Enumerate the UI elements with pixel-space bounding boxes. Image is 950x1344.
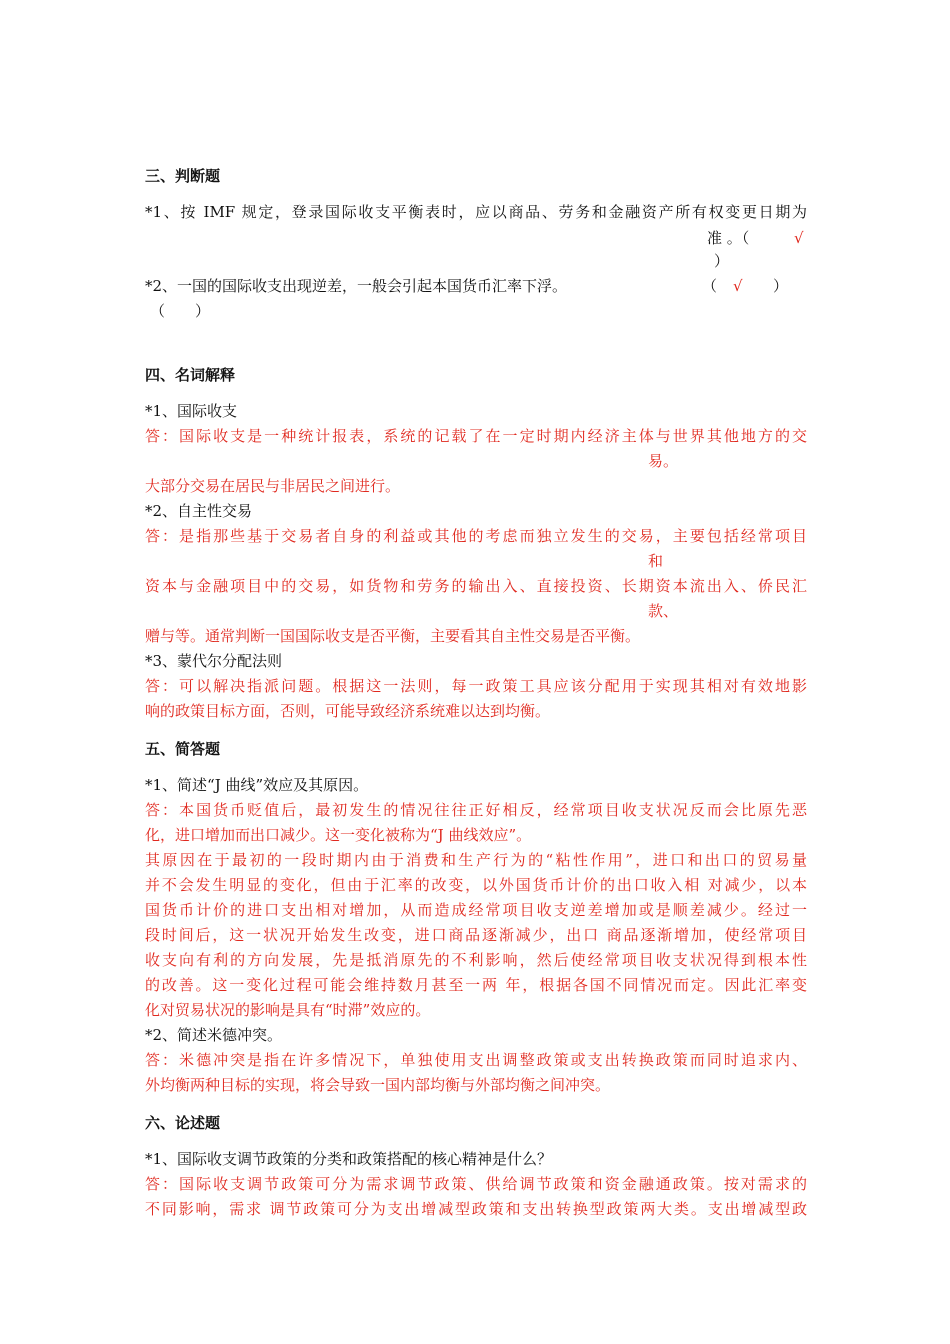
- check-mark-icon: √: [733, 277, 743, 295]
- answer-text: 并不会发生明显的变化，但由于汇率的改变，以外国货币计价的出口收入相 对减少，以本: [145, 876, 807, 894]
- answer-text: 收支向有利的方向发展，先是抵消原先的不利影响，然后使经常项目收支状况得到根本性: [145, 951, 807, 969]
- answer-text: 段时间后，这一状况开始发生改变，进口商品逐渐减少，出口 商品逐渐增加，使经常项目: [145, 926, 807, 944]
- answer-text: 赠与等。通常判断一国国际收支是否平衡，主要看其自主性交易是否平衡。: [145, 627, 641, 645]
- question-text: ）: [773, 277, 789, 295]
- question-text: *1、国际收支调节政策的分类和政策搭配的核心精神是什么？: [145, 1150, 553, 1168]
- answer-text: 资本与金融项目中的交易，如货物和劳务的输出入、直接投资、长期资本流出入、侨民汇: [145, 577, 807, 595]
- answer-text: 答：本国货币贬值后，最初发生的情况往往正好相反，经常项目收支状况反而会比原先恶: [145, 801, 807, 819]
- section-title-judgment: 三、判断题: [145, 167, 221, 185]
- answer-text: 答：可以解决指派问题。根据这一法则，每一政策工具应该分配用于实现其相对有效地影: [145, 677, 807, 695]
- question-text: （ ）: [150, 302, 211, 320]
- answer-text: 答：米德冲突是指在许多情况下，单独使用支出调整政策或支出转换政策而同时追求内、: [145, 1051, 807, 1069]
- answer-text: 化，进口增加而出口减少。这一变化被称为“J 曲线效应”。: [145, 826, 532, 844]
- answer-text: 的改善。这一变化过程可能会维持数月甚至一两 年，根据各国不同情况而定。因此汇率变: [145, 976, 807, 994]
- answer-text: 其原因在于最初的一段时期内由于消费和生产行为的“粘性作用”，进口和出口的贸易量: [145, 851, 807, 869]
- answer-text: 化对贸易状况的影响是具有“时滞”效应的。: [145, 1001, 431, 1019]
- question-text: 准 。（: [707, 229, 750, 247]
- answer-text: 国货币计价的进口支出相对增加，从而造成经常项目收支逆差增加或是顺差减少。经过一: [145, 901, 807, 919]
- answer-text: 不同影响，需求 调节政策可分为支出增减型政策和支出转换型政策两大类。支出增减型政: [145, 1200, 807, 1218]
- question-text: *3、蒙代尔分配法则: [145, 652, 283, 670]
- answer-text: 答：是指那些基于交易者自身的利益或其他的考虑而独立发生的交易，主要包括经常项目: [145, 527, 807, 545]
- answer-text: 答：国际收支是一种统计报表，系统的记载了在一定时期内经济主体与世界其他地方的交: [145, 427, 807, 445]
- question-text: *1、按 IMF 规定，登录国际收支平衡表时，应以商品、劳务和金融资产所有权变更日期为: [145, 203, 807, 221]
- answer-text: 大部分交易在居民与非居民之间进行。: [145, 477, 401, 495]
- question-text: *1、国际收支: [145, 402, 238, 420]
- answer-text: 响的政策目标方面，否则，可能导致经济系统难以达到均衡。: [145, 702, 551, 720]
- question-text: *1、简述“J 曲线”效应及其原因。: [145, 776, 369, 794]
- section-title-terms: 四、名词解释: [145, 366, 236, 384]
- question-text: *2、自主性交易: [145, 502, 253, 520]
- section-title-short-answer: 五、简答题: [145, 740, 221, 758]
- question-text: （: [702, 277, 718, 295]
- check-mark-icon: √: [794, 229, 804, 247]
- question-text: *2、简述米德冲突。: [145, 1026, 283, 1044]
- answer-text: 和: [648, 552, 664, 570]
- answer-text: 款、: [648, 602, 679, 620]
- section-title-essay: 六、论述题: [145, 1114, 221, 1132]
- answer-text: 易。: [648, 452, 679, 470]
- answer-text: 答：国际收支调节政策可分为需求调节政策、供给调节政策和资金融通政策。按对需求的: [145, 1175, 807, 1193]
- question-text: ）: [714, 252, 730, 270]
- answer-text: 外均衡两种目标的实现，将会导致一国内部均衡与外部均衡之间冲突。: [145, 1076, 611, 1094]
- question-text: *2、一国的国际收支出现逆差，一般会引起本国货币汇率下浮。: [145, 277, 568, 295]
